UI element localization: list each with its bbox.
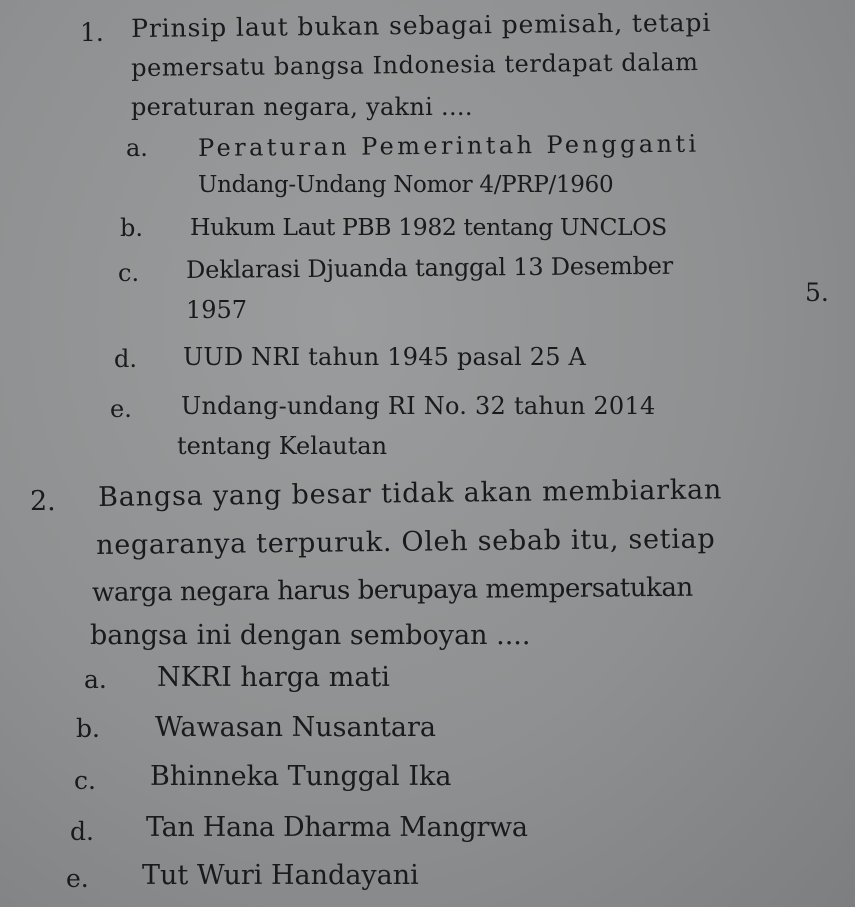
question-1-option-d-line-1: UUD NRI tahun 1945 pasal 25 A [183, 343, 587, 371]
question-2-option-c-letter: c. [74, 766, 96, 795]
question-2-option-d-letter: d. [70, 817, 94, 846]
question-1-option-c-line-2: 1957 [186, 296, 248, 324]
question-1-stem-line-2: pemersatu bangsa Indonesia terdapat dalam [130, 48, 699, 82]
question-2-option-a-line-1: NKRI harga mati [157, 662, 390, 693]
question-1-option-e-line-1: Undang-undang RI No. 32 tahun 2014 [181, 392, 656, 420]
question-2-option-a-letter: a. [84, 665, 107, 694]
question-2-stem-line-2: negaranya terpuruk. Oleh sebab itu, setiap [95, 523, 716, 561]
side-question-number: 5. [805, 278, 829, 307]
question-2-option-e-letter: e. [66, 864, 89, 893]
question-1-stem-line-3: peraturan negara, yakni .... [131, 93, 473, 121]
question-2-option-b-line-1: Wawasan Nusantara [155, 712, 436, 743]
question-1-option-b-letter: b. [120, 214, 143, 242]
question-2-option-e-line-1: Tut Wuri Handayani [142, 860, 419, 891]
question-1-number: 1. [80, 18, 104, 47]
question-2-number: 2. [30, 486, 56, 517]
question-1-option-c-line-1: Deklarasi Djuanda tanggal 13 Desember [185, 251, 674, 284]
question-1-option-d-letter: d. [114, 345, 137, 373]
question-1-option-e-line-2: tentang Kelautan [177, 432, 388, 460]
question-2-stem-line-1: Bangsa yang besar tidak akan membiarkan [97, 474, 723, 513]
question-2-stem-line-4: bangsa ini dengan semboyan .... [90, 620, 531, 651]
question-1-option-a-line-2: Undang-Undang Nomor 4/PRP/1960 [198, 172, 614, 198]
question-1-option-a-letter: a. [126, 134, 148, 162]
question-2-option-c-line-1: Bhinneka Tunggal Ika [150, 761, 452, 792]
question-2-option-d-line-1: Tan Hana Dharma Mangrwa [146, 812, 528, 843]
question-1-option-e-letter: e. [110, 395, 132, 423]
question-2-stem-line-3: warga negara harus berupaya mempersatukan [91, 572, 693, 608]
question-1-option-c-letter: c. [118, 259, 140, 287]
question-1-option-b-line-1: Hukum Laut PBB 1982 tentang UNCLOS [190, 213, 667, 241]
question-1-stem-line-1: Prinsip laut bukan sebagai pemisah, tetapi [130, 7, 712, 43]
question-1-option-a-line-1: Peraturan Pemerintah Pengganti [197, 129, 700, 162]
question-2-option-b-letter: b. [76, 714, 100, 743]
